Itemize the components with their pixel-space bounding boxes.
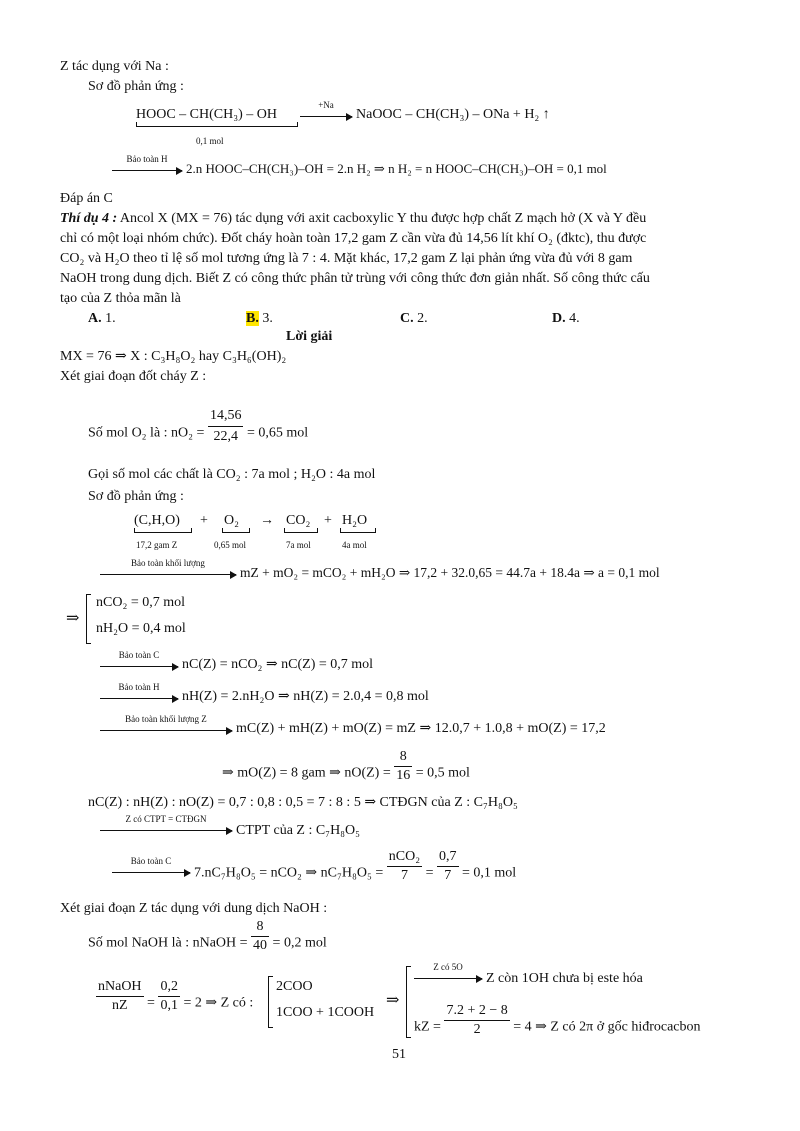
plus-2: + — [324, 513, 332, 528]
scheme-o2-amount: 0,65 mol — [214, 540, 247, 550]
arrow-label-c: Bảo toàn C — [118, 650, 160, 660]
scheme-label: Sơ đồ phản ứng : — [88, 79, 184, 94]
scheme-label-2: Sơ đồ phản ứng : — [88, 489, 184, 504]
naoh-moles: Số mol NaOH là : nNaOH = $\frac{8}{40}$ = 0,2 mol — [88, 919, 327, 953]
product-formula: NaOOC – CH(CH₃) – ONa + H₂ ↑ — [356, 107, 550, 122]
z-oh-line: Z còn 1OH chưa bị este hóa — [486, 971, 643, 986]
example-line-3: CO₂ và H₂O theo tỉ lệ số mol tương ứng là 7 : 4. Mặt khác, 17,2 gam Z lại phản ứng vừa đủ với 8 gam — [60, 251, 633, 266]
solution-title: Lời giải — [286, 329, 333, 344]
scheme-co2: CO₂ — [286, 513, 311, 528]
arrow-h — [112, 170, 182, 171]
intro-text: Z tác dụng với Na : — [60, 59, 169, 74]
arrow-label-massz: Bảo toàn khối lượng Z — [125, 714, 207, 724]
arrow-massz — [100, 730, 232, 731]
h-balance-expr-2: nH(Z) = 2.nH₂O ⇒ nH(Z) = 2.0,4 = 0,8 mol — [182, 689, 429, 704]
option-c[interactable]: C. 2. — [400, 311, 428, 326]
scheme-h2o-amount: 4a mol — [342, 540, 367, 550]
arrow-label-c2: Bảo toàn C — [130, 856, 172, 866]
arrow-label-mass: Bảo toàn khối lượng — [131, 558, 205, 568]
example-line-2: chỉ có một loại nhóm chức). Đốt cháy hoàn toàn 17,2 gam Z cần vừa đủ 14,56 lít khí O₂ (đktc), thu được — [60, 231, 647, 246]
implies-2: ⇒ — [386, 992, 400, 1009]
arrow-label-h: Bảo toàn H — [126, 154, 168, 164]
arrow-mass — [100, 574, 236, 575]
arrow-label-5o: Z có 5O — [433, 962, 463, 972]
scheme-h2o: H₂O — [342, 513, 368, 528]
arrow-label-h2: Bảo toàn H — [118, 682, 160, 692]
arrow-ctpt — [100, 830, 232, 831]
option-b[interactable]: B. 3. — [246, 311, 273, 326]
scheme-o2: O₂ — [224, 513, 239, 528]
ratio-line: nC(Z) : nH(Z) : nO(Z) = 0,7 : 0,8 : 0,5 = 7 : 8 : 5 ⇒ CTĐGN của Z : C₇H₈O₅ — [88, 795, 518, 810]
oxygen-moles: ⇒ mO(Z) = 8 gam ⇒ nO(Z) = $\frac{8}{16}$ = 0,5 mol — [222, 749, 470, 783]
h-balance-expr: 2.n HOOC–CH(CH₃)–OH = 2.n H₂ ⇒ n H₂ = n HOOC–CH(CH₃)–OH = 0,1 mol — [186, 161, 607, 176]
underbrace-o2 — [222, 528, 250, 533]
arrow-c2 — [112, 872, 190, 873]
example-line-4: NaOH trong dung dịch. Biết Z có công thức phân tử trùng với công thức đơn giản nhất. Số công thức cấu — [60, 271, 650, 286]
massz-expr: mC(Z) + mH(Z) + mO(Z) = mZ ⇒ 12.0,7 + 1.0,8 + mO(Z) = 17,2 — [236, 721, 606, 736]
answer-line: Đáp án C — [60, 191, 113, 206]
underbrace — [136, 122, 298, 127]
scheme-z-amount: 17,2 gam Z — [136, 540, 178, 550]
option-d[interactable]: D. 4. — [552, 311, 580, 326]
scheme-co2-amount: 7a mol — [286, 540, 311, 550]
c-balance-expr: nC(Z) = nCO₂ ⇒ nC(Z) = 0,7 mol — [182, 657, 374, 672]
page-number: 51 — [392, 1047, 406, 1062]
arrow-label-ctpt: Z có CTPT = CTĐGN — [125, 814, 207, 824]
ctpt-line: CTPT của Z : C₇H₈O₅ — [236, 823, 361, 838]
system-brace — [86, 594, 91, 644]
reactant-amount: 0,1 mol — [196, 136, 224, 146]
arrow-label-na: +Na — [318, 100, 334, 110]
let-moles: Gọi số mol các chất là CO₂ : 7a mol ; H₂O : 4a mol — [88, 467, 376, 482]
c2-balance-expr: 7.nC₇H₈O₅ = nCO₂ ⇒ nC₇H₈O₅ = $\frac{\text{nCO₂}}{7}$ = $\frac{0,7}{7}$ = 0,1 mol — [194, 849, 517, 883]
arrow-c — [100, 666, 178, 667]
example-line-1: Ancol X (MX = 76) tác dụng với axit cacboxylic Y thu được hợp chất Z mạch hở (X và Y đều — [119, 211, 647, 226]
system-h2o: nH₂O = 0,4 mol — [96, 621, 186, 636]
stage1-heading: Xét giai đoạn đốt cháy Z : — [60, 369, 207, 384]
stage2-heading: Xét giai đoạn Z tác dụng với dung dịch NaOH : — [60, 901, 328, 916]
mx-line: MX = 76 ⇒ X : C₃H₈O₂ hay C₃H₆(OH)₂ — [60, 349, 287, 364]
scheme-z: (C,H,O) — [134, 513, 180, 528]
underbrace-z — [134, 528, 192, 533]
example-label: Thí dụ 4 : — [60, 211, 118, 226]
mass-balance-expr: mZ + mO₂ = mCO₂ + mH₂O ⇒ 17,2 + 32.0,65 = 44.7a + 18.4a ⇒ a = 0,1 mol — [240, 565, 660, 580]
system-implies: ⇒ — [66, 610, 80, 627]
o2-moles: Số mol O₂ là : nO₂ = $\frac{14,56}{22,4}$ = 0,65 mol — [88, 408, 309, 444]
reactant-formula: HOOC – CH(CH₃) – OH — [136, 107, 277, 122]
option-a[interactable]: A. 1. — [88, 311, 116, 326]
plus-1: + — [200, 513, 208, 528]
option-coo-cooh: 1COO + 1COOH — [276, 1005, 375, 1020]
options-bracket — [268, 976, 273, 1028]
system-co2: nCO₂ = 0,7 mol — [96, 595, 186, 610]
reaction-arrow — [300, 116, 352, 117]
underbrace-h2o — [340, 528, 376, 533]
arrow-h2 — [100, 698, 178, 699]
option-2coo: 2COO — [276, 979, 313, 994]
kz-line: kZ = $\frac{7.2 + 2 - 8}{2}$ = 4 ⇒ Z có 2π ở gốc hiđrocacbon — [414, 1003, 701, 1037]
arrow-5o — [414, 978, 482, 979]
conclusion-brace — [406, 966, 411, 1038]
example-line-5: tạo của Z thỏa mãn là — [60, 291, 181, 306]
underbrace-co2 — [284, 528, 318, 533]
scheme-arrow: → — [260, 513, 274, 528]
naoh-ratio: $\frac{\text{nNaOH}}{nZ}$ = $\frac{0,2}{0,1}$ = 2 ⇒ Z có : — [98, 979, 254, 1013]
